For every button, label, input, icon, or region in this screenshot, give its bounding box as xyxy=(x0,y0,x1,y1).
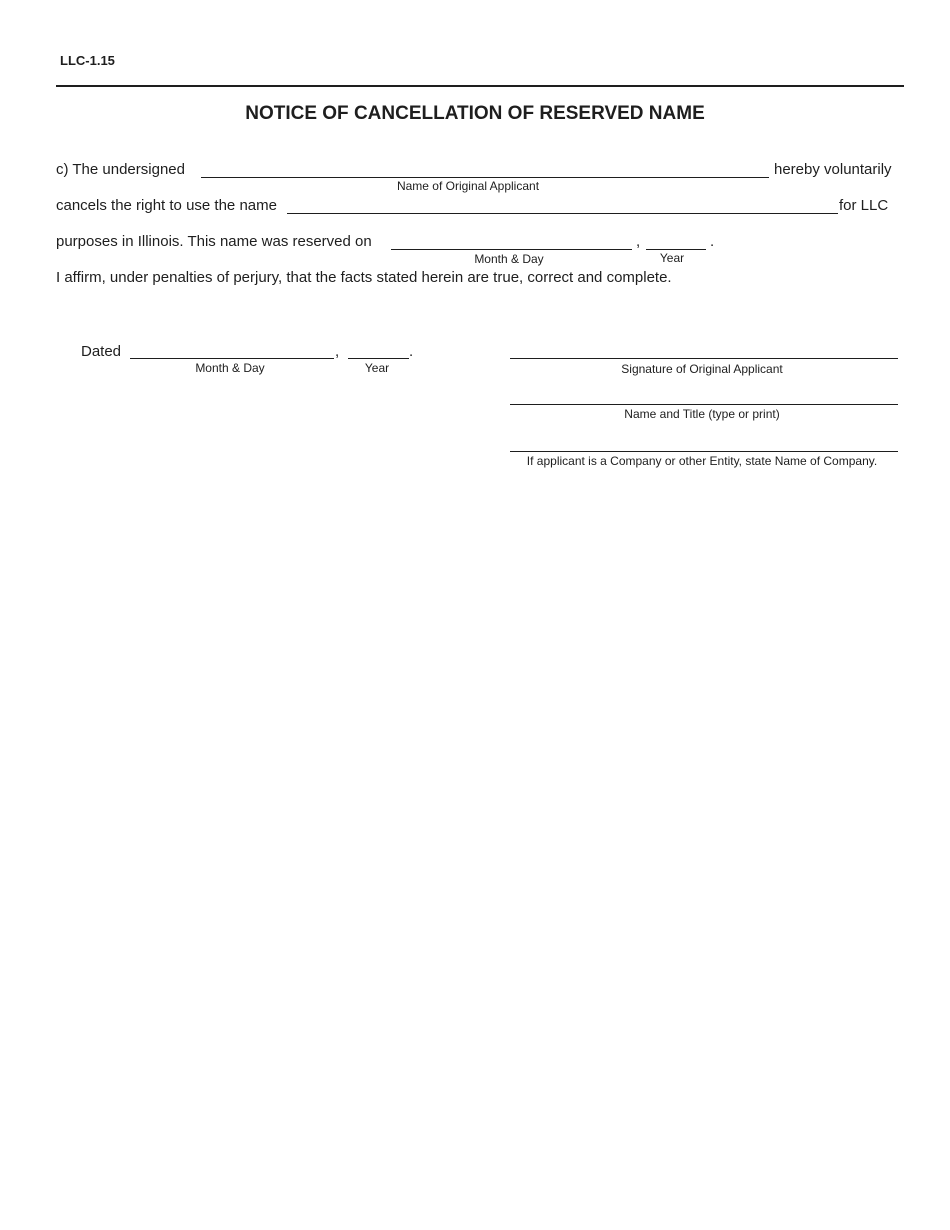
reserved-on-label: purposes in Illinois. This name was reserved on xyxy=(56,233,372,250)
reserved-year-caption: Year xyxy=(659,251,685,265)
reserved-month-day-field[interactable] xyxy=(391,249,632,250)
dated-comma: , xyxy=(335,343,340,360)
dated-label: Dated xyxy=(81,343,122,360)
name-title-field[interactable] xyxy=(510,404,898,405)
company-name-caption: If applicant is a Company or other Entity, state Name of Company. xyxy=(526,454,878,468)
dated-month-day-field[interactable] xyxy=(130,358,334,359)
for-llc-text: for LLC xyxy=(839,197,889,214)
hereby-voluntarily-text: hereby voluntarily xyxy=(774,161,892,178)
reserved-month-day-caption: Month & Day xyxy=(474,252,544,266)
applicant-name-field[interactable] xyxy=(201,177,769,178)
reserved-year-field[interactable] xyxy=(646,249,706,250)
cancels-right-label: cancels the right to use the name xyxy=(56,197,277,214)
dated-period: . xyxy=(409,343,414,360)
applicant-name-caption: Name of Original Applicant xyxy=(396,179,540,193)
page-title: NOTICE OF CANCELLATION OF RESERVED NAME xyxy=(245,103,705,124)
form-number: LLC-1.15 xyxy=(60,53,115,68)
dated-year-caption: Year xyxy=(364,361,390,375)
comma-separator: , xyxy=(636,233,641,250)
affirmation-text: I affirm, under penalties of perjury, that the facts stated herein are true, correct and complete. xyxy=(56,269,672,286)
signature-field[interactable] xyxy=(510,358,898,359)
signature-caption: Signature of Original Applicant xyxy=(621,362,783,376)
company-name-field[interactable] xyxy=(510,451,898,452)
header-divider xyxy=(56,85,904,87)
dated-month-day-caption: Month & Day xyxy=(195,361,265,375)
name-title-caption: Name and Title (type or print) xyxy=(624,407,780,421)
undersigned-label: c) The undersigned xyxy=(56,161,185,178)
period-mark: . xyxy=(710,233,715,250)
dated-year-field[interactable] xyxy=(348,358,409,359)
reserved-name-field[interactable] xyxy=(287,213,838,214)
